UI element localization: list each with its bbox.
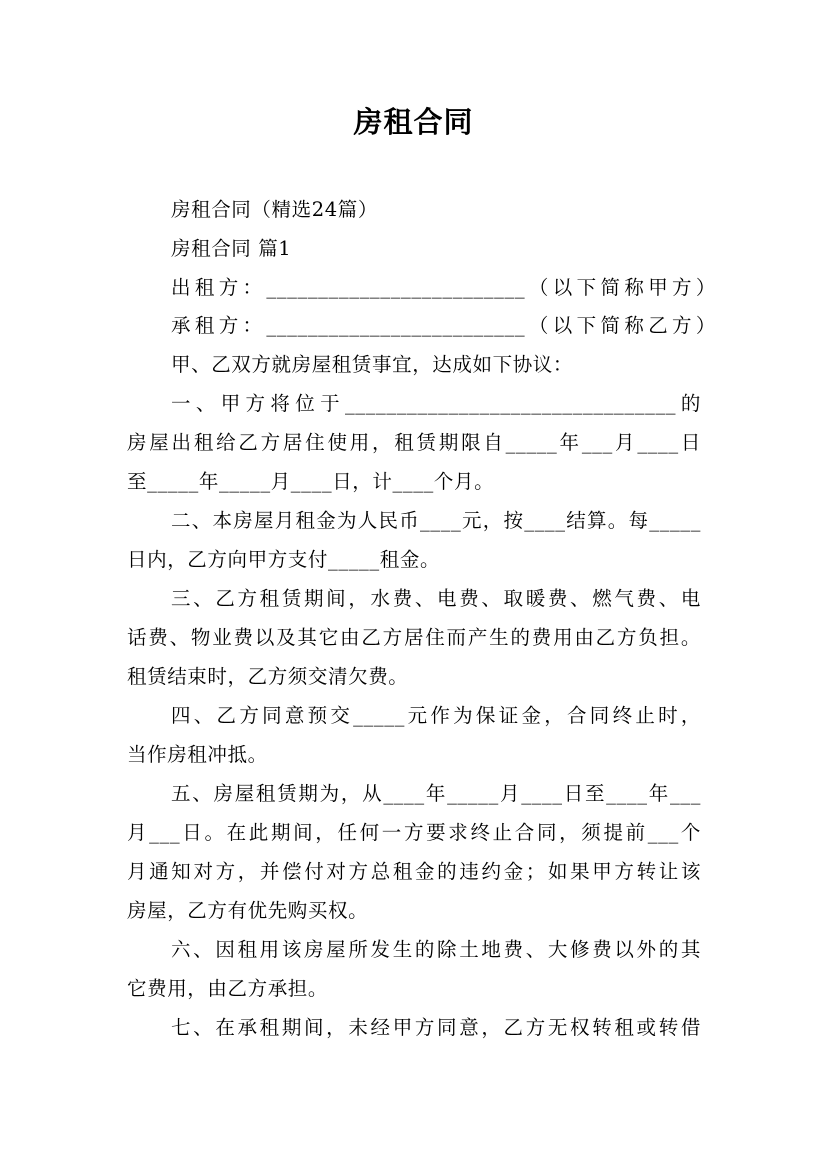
clause-line: 房屋出租给乙方居住使用，租赁期限自_____年___月____日 <box>127 431 701 454</box>
clause-line: 当作房租冲抵。 <box>127 743 268 766</box>
section-heading: 房租合同 篇1 <box>171 237 292 260</box>
clause-line: 月___日。在此期间，任何一方要求终止合同，须提前___个 <box>127 821 701 844</box>
clause-line: 七、在承租期间，未经甲方同意，乙方无权转租或转借 <box>171 1016 701 1039</box>
clause-line: 日内，乙方向甲方支付_____租金。 <box>127 548 441 571</box>
clause-line: 四、乙方同意预交_____元作为保证金，合同终止时， <box>171 704 701 727</box>
clause-line: 一、甲方将位于________________________________的 <box>171 392 701 415</box>
clause-line: 房屋，乙方有优先购买权。 <box>127 899 369 922</box>
lessee-line: 承租方：_________________________（以下简称乙方） <box>171 314 716 337</box>
clause-line: 话费、物业费以及其它由乙方居住而产生的费用由乙方负担。 <box>127 626 701 649</box>
clause-line: 至_____年_____月____日，计____个月。 <box>127 470 495 493</box>
clause-line: 三、乙方租赁期间，水费、电费、取暖费、燃气费、电 <box>171 587 701 610</box>
clause-line: 六、因租用该房屋所发生的除土地费、大修费以外的其 <box>171 938 701 961</box>
agreement-intro: 甲、乙双方就房屋租赁事宜，达成如下协议： <box>171 353 574 376</box>
clause-line: 租赁结束时，乙方须交清欠费。 <box>127 665 409 688</box>
clause-line: 它费用，由乙方承担。 <box>127 977 329 1000</box>
clause-line: 二、本房屋月租金为人民币____元，按____结算。每_____ <box>171 509 701 532</box>
lessor-line: 出租方：_________________________（以下简称甲方） <box>171 276 716 299</box>
subtitle-line: 房租合同（精选24篇） <box>171 198 378 221</box>
clause-line: 月通知对方，并偿付对方总租金的违约金；如果甲方转让该 <box>127 860 701 883</box>
clause-line: 五、房屋租赁期为，从____年_____月____日至____年___ <box>171 782 701 805</box>
document-title: 房租合同 <box>353 105 474 139</box>
